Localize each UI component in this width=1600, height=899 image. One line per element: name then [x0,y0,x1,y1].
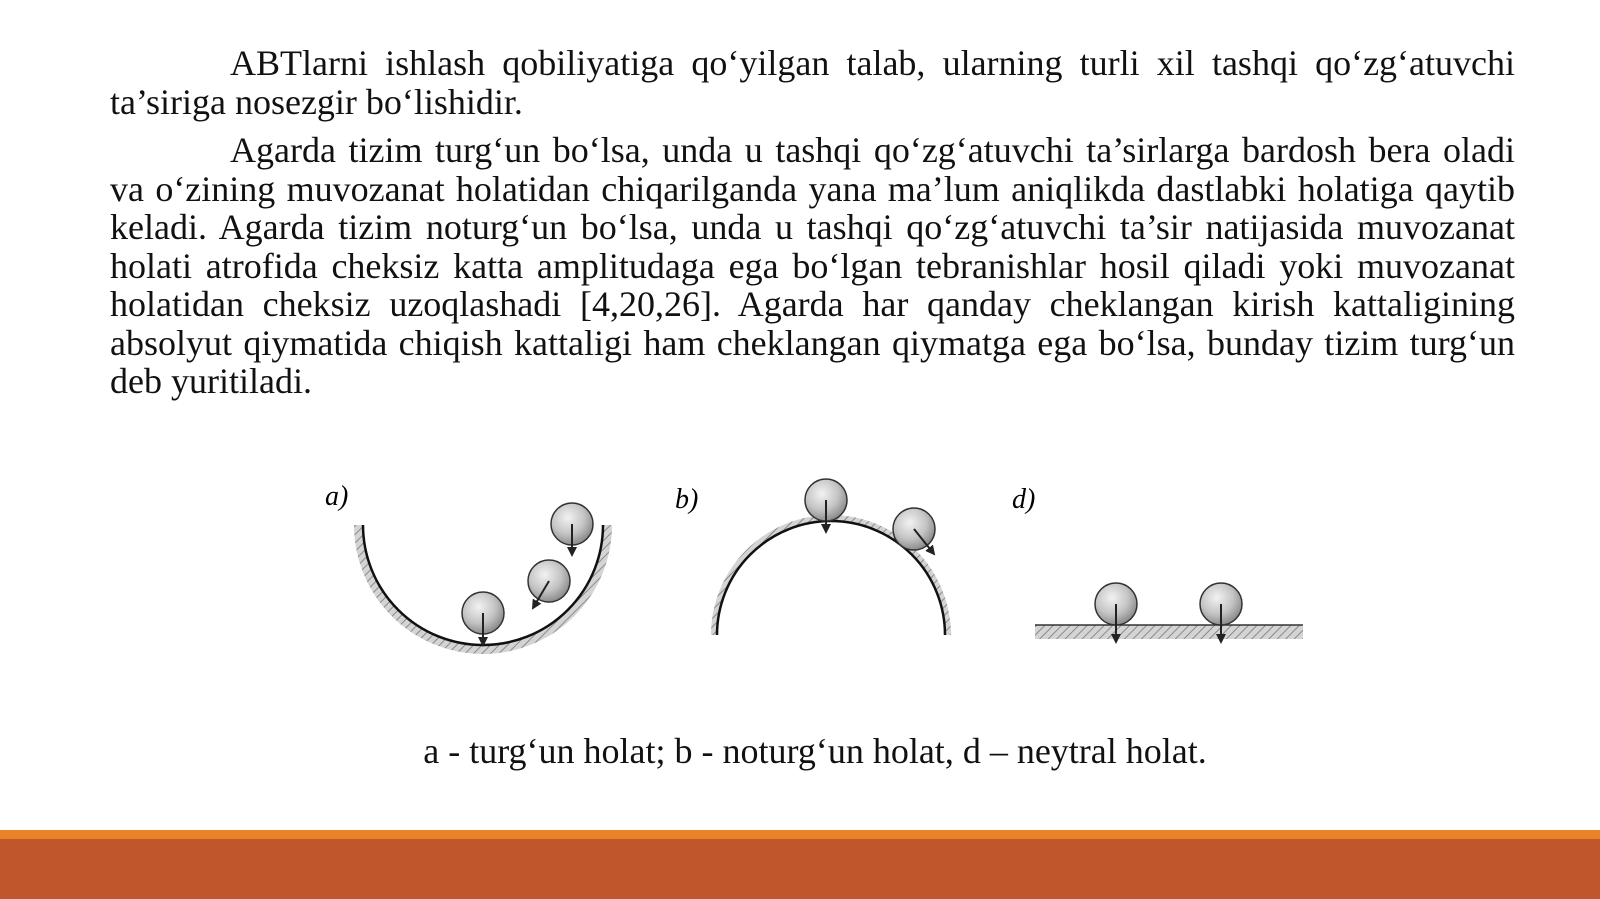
footer-accent-line [0,830,1600,839]
panel-d-neutral [1035,583,1303,642]
ball-b1 [805,479,847,532]
label-b: b) [675,484,699,515]
ball-b2 [893,508,935,554]
footer-bar [0,839,1600,899]
body-text [110,44,1515,411]
label-a: a) [325,481,349,512]
panel-a-stable [354,503,612,654]
ball-a3 [551,503,593,555]
stability-diagram [300,470,1360,690]
panel-b-unstable [711,479,951,635]
stability-figure [300,470,1360,690]
figure-caption: a - turg‘un holat; b - noturg‘un holat, d – neytral holat. [423,731,1207,771]
paragraph-1: ABTlarni ishlash qobiliyatiga qo‘yilgan talab, ularning turli xil tashqi qo‘zg‘atuvchi ta’siriga nosezgir bo‘lishidir. [110,43,1515,122]
label-d: d) [1012,484,1036,515]
floor-hatch [1035,625,1303,639]
paragraph-2: Agarda tizim turg‘un bo‘lsa, unda u tashqi qo‘zg‘atuvchi ta’sirlarga bardosh bera oladi va o‘zining muvozanat holatidan chiqarilganda yana ma’lum aniqlikda dastlabki holatiga qaytib keladi. Agarda tizim noturg‘un bo‘lsa, unda u tashqi qo‘zg‘atuvchi ta’sir natijasida muvozanat holati atrofida cheksiz katta amplitudaga ega bo‘lgan tebranishlar hosil qiladi yoki muvozanat holatidan cheksiz uzoqlashadi [4,20,26]. Agarda har qanday cheklangan kirish kattaligining absolyut qiymatida chiqish kattaligi ham cheklangan qiymatga ega bo‘lsa, bunday tizim turg‘un deb yuritiladi. [110,130,1515,401]
ball-a2 [528,560,570,608]
ball-a1 [462,592,504,645]
